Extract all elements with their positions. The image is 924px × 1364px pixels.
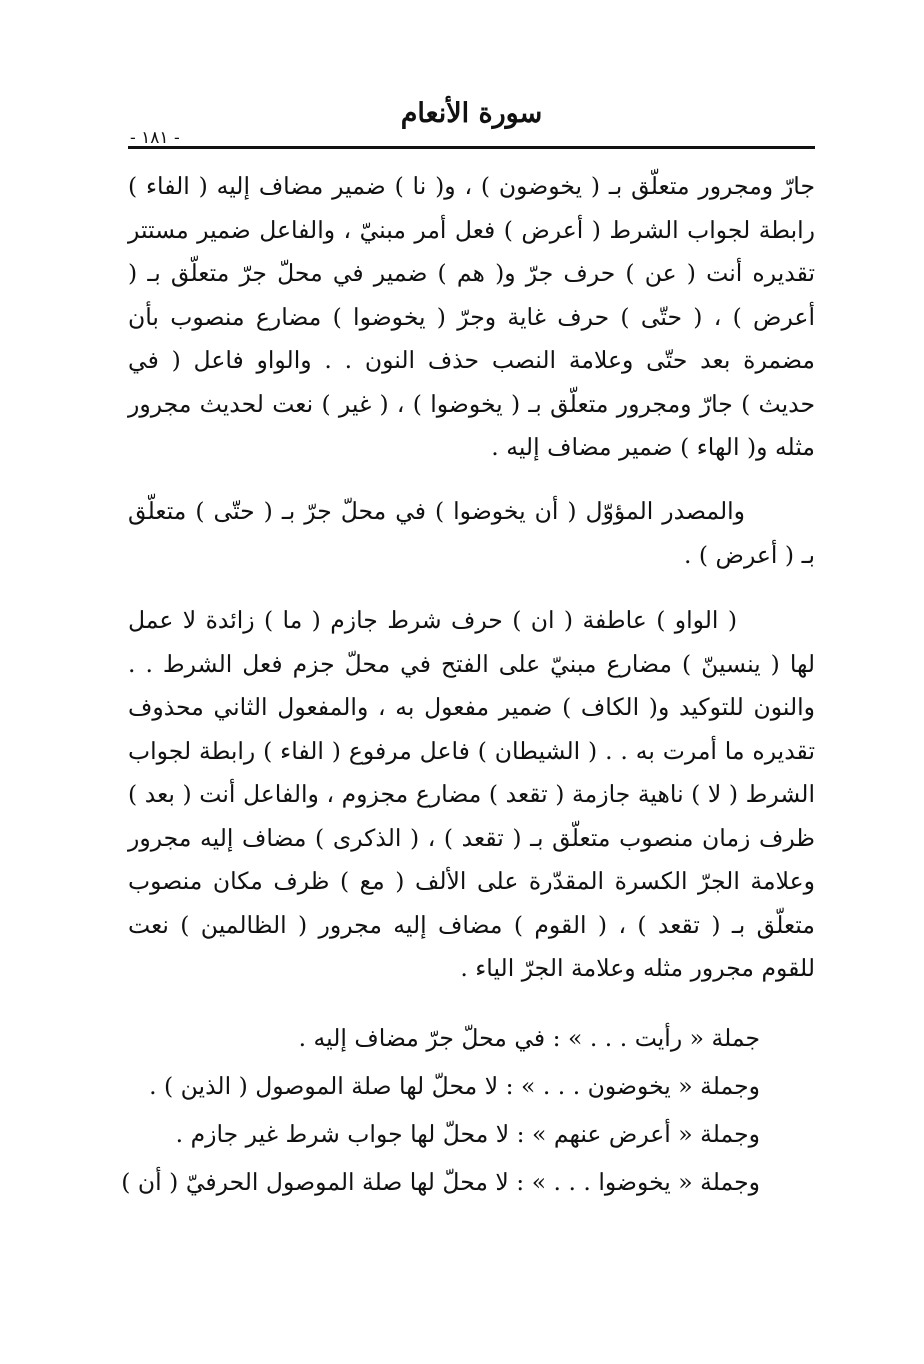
page-header — [128, 92, 815, 150]
surah-title: سورة الأنعام — [400, 98, 543, 129]
sentence-role-item: وجملة « يخوضون . . . » : لا محلّ لها صلة الموصول ( الذين ) . — [149, 1072, 760, 1100]
page-number: - ١٨١ - — [130, 128, 180, 148]
paragraph-masdar: والمصدر المؤوّل ( أن يخوضوا ) في محلّ جرّ بـ ( حتّى ) متعلّق بـ ( أعرض ) . — [128, 497, 815, 569]
sentence-role-item: وجملة « أعرض عنهم » : لا محلّ لها جواب شرط غير جازم . — [175, 1120, 760, 1148]
sentence-roles-list — [121, 1014, 760, 1206]
paragraph-parsing-1: جارّ ومجرور متعلّق بـ ( يخوضون ) ، و( نا ) ضمير مضاف إليه ( الفاء ) رابطة لجواب الشرط ( أعرض ) فعل أمر مبنيّ ، والفاعل ضمير مستتر تقديره أنت ( عن ) حرف جرّ و( هم ) ضمير في محلّ جرّ متعلّق بـ ( أعرض ) ، ( حتّى ) حرف غاية وجرّ ( يخوضوا ) مضارع منصوب بأن مضمرة بعد حتّى وعلامة النصب حذف النون . . والواو فاعل ( في حديث ) جارّ ومجرور متعلّق بـ ( يخوضوا ) ، ( غير ) نعت لحديث مجرور مثله و( الهاء ) ضمير مضاف إليه . — [128, 172, 815, 461]
sentence-role-item: وجملة « يخوضوا . . . » : لا محلّ لها صلة الموصول الحرفيّ ( أن ) — [121, 1168, 760, 1196]
sentence-role-item: جملة « رأيت . . . » : في محلّ جرّ مضاف إليه . — [298, 1024, 760, 1052]
paragraph-parsing-2: ( الواو ) عاطفة ( ان ) حرف شرط جازم ( ما ) زائدة لا عمل لها ( ينسينّ ) مضارع مبنيّ على الفتح في محلّ جزم فعل الشرط . . والنون للتوكيد و( الكاف ) ضمير مفعول به ، والمفعول الثاني محذوف تقديره ما أمرت به . . ( الشيطان ) فاعل مرفوع ( الفاء ) رابطة لجواب الشرط ( لا ) ناهية جازمة ( تقعد ) مضارع مجزوم ، والفاعل أنت ( بعد ) ظرف زمان منصوب متعلّق بـ ( تقعد ) ، ( الذكرى ) مضاف إليه مجرور وعلامة الجرّ الكسرة المقدّرة على الألف ( مع ) ظرف مكان منصوب متعلّق بـ ( تقعد ) ، ( القوم ) مضاف إليه مجرور ( الظالمين ) نعت للقوم مجرور مثله وعلامة الجرّ الياء . — [128, 606, 815, 982]
header-divider — [128, 146, 815, 149]
